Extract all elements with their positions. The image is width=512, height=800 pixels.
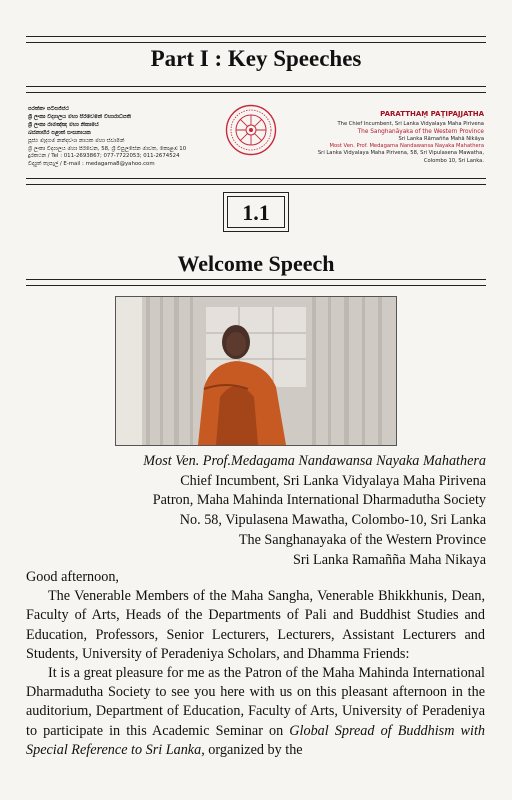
letterhead-line: බස්නාහිර පළාත් සංඝනායක — [28, 129, 91, 136]
letterhead-sinhala-block — [28, 106, 228, 169]
letterhead-line: Sri Lanka Rāmañña Mahā Nikāya — [398, 135, 484, 142]
speaker-title-line: The Sanghanayaka of the Western Province — [238, 531, 486, 548]
section-title: Welcome Speech — [177, 251, 335, 276]
letterhead-line: පරත්තං පටිපජ්ජථ — [28, 106, 70, 112]
letterhead-english-block — [274, 111, 484, 165]
section-number-frame — [223, 192, 289, 232]
speaker-title-line: Sri Lanka Ramañña Maha Nikaya — [292, 551, 486, 568]
speaker-title-line: Chief Incumbent, Sri Lanka Vidyalaya Maha Pirivena — [180, 472, 486, 489]
letterhead-rule — [26, 178, 486, 185]
paragraph-text: It is a great pleasure for me as the Patron of the Maha Mahinda International Dharmadutha Society to see you here with us on this pleasant afternoon in the auditorium, Department of Education, Faculty of Arts, University of Peradeniya to participate in this Academic Seminar on — [26, 665, 485, 739]
paragraph-text: , organized by the — [201, 741, 303, 758]
letterhead-line: ශ්‍රී ලංකා විද්‍යාලය මහා පිරිවෙනේ විහාරාධිපති — [28, 113, 131, 120]
letterhead-line: The Sanghanāyaka of the Western Province — [357, 128, 484, 135]
greeting: Good afternoon, — [26, 569, 119, 585]
letterhead-line: Sri Lanka Vidyalaya Maha Pirivena, 58, Sri Vipulasena Mawatha, — [317, 150, 484, 157]
speaker-photo — [115, 296, 397, 446]
top-rule — [26, 36, 486, 43]
letterhead-line: Most Ven. Prof. Medagama Nandawansa Nayaka Mahathera — [329, 143, 484, 150]
letterhead-line: දුරකථන / Tel : 011-2693867; 077-7722053; 011-2674524 — [28, 153, 180, 160]
seminar-title: Global Spread of Buddhism with Special Reference to Sri Lanka — [26, 722, 485, 758]
paragraph: The Venerable Members of the Maha Sangha, Venerable Bhikkhunis, Dean, Faculty of Arts, Heads of the Departments of Pali and Buddhist Studies and Education, Professors, Senior Lecturers, Lecturers, Assistant Lecturers and Students, University of Peradeniya Scholars, and Dhamma Friends: — [26, 588, 485, 662]
speaker-title-line: No. 58, Vipulasena Mawatha, Colombo-10, Sri Lanka — [179, 512, 486, 529]
speaker-title-line: Patron, Maha Mahinda International Dharmadutha Society — [152, 492, 486, 509]
letterhead-motto: PARATTHAṂ PAṬIPAJJATHA — [380, 110, 484, 118]
speech-body — [26, 568, 485, 760]
letterhead-line: පූජ්‍ය මැදගම නන්දවංශ නායක මහා ස්වාමීන් — [28, 137, 125, 144]
letterhead-line: The Chief Incumbent, Sri Lanka Vidyalaya Maha Pirivena — [337, 121, 484, 128]
letterhead-line: ශ්‍රී ලංකා විද්‍යාලය මහා පිරිවෙන, 58, ශ්‍රී විපුලසේන මාවත, කොළඹ 10 — [28, 145, 187, 152]
paragraph — [26, 664, 485, 760]
part-title-rule — [26, 86, 486, 93]
speaker-info — [60, 452, 486, 570]
letterhead-line: Colombo 10, Sri Lanka. — [423, 157, 484, 164]
section-title-rule — [26, 279, 486, 286]
letterhead-line: ශ්‍රී ලංකා රාමඤ්ඤ මහා නිකායේ — [28, 121, 99, 128]
dharma-wheel-seal-icon — [225, 104, 277, 156]
letterhead-line: විද්‍යුත් තැපැල් / E-mail : medagama8@yahoo.com — [28, 161, 155, 168]
speaker-name: Most Ven. Prof.Medagama Nandawansa Nayaka Mahathera — [143, 453, 486, 469]
part-title: Part I : Key Speeches — [150, 46, 362, 71]
section-number: 1.1 — [242, 200, 270, 225]
